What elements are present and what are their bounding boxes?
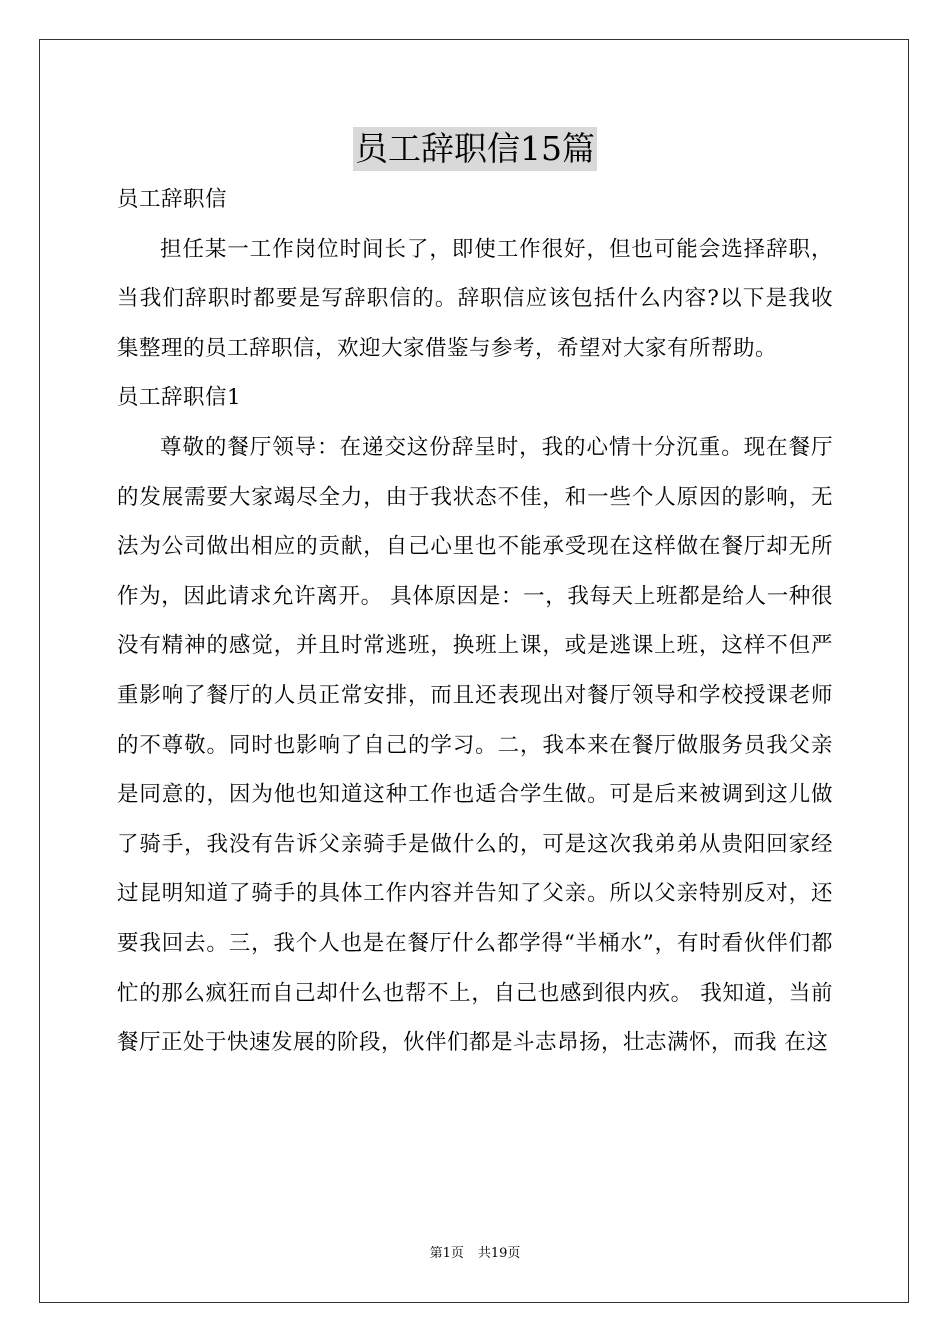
title-wrap xyxy=(117,127,833,171)
page-number-current: 第1页 xyxy=(429,1246,464,1261)
page-footer xyxy=(0,1245,950,1263)
section-heading: 员工辞职信 xyxy=(117,187,228,212)
document-body xyxy=(117,175,833,1068)
letter-paragraph: 尊敬的餐厅领导：在递交这份辞呈时，我的心情十分沉重。现在餐厅的发展需要大家竭尽全力，由于我状态不佳，和一些个人原因的影响，无法为公司做出相应的贡献，自己心里也不能承受现在这样做在餐厅却无所作为，因此请求允许离开。 具体原因是：一，我每天上班都是给人一种很没有精神的感觉，并且时常逃班，换班上课，或是逃课上班，这样不但严重影响了餐厅的人员正常安排，而且还表现出对餐厅领导和学校授课老师的不尊敬。同时也影响了自己的学习。二，我本来在餐厅做服务员我父亲是同意的，因为他也知道这种工作也适合学生做。可是后来被调到这儿做了骑手，我没有告诉父亲骑手是做什么的，可是这次我弟弟从贵阳回家经过昆明知道了骑手的具体工作内容并告知了父亲。所以父亲特别反对，还要我回去。三，我个人也是在餐厅什么都学得“半桶水”，有时看伙伴们都忙的那么疯狂而自己却什么也帮不上，自己也感到很内疚。 我知道，当前餐厅正处于快速发展的阶段，伙伴们都是斗志昂扬，壮志满怀，而我 在这 xyxy=(117,434,833,1056)
intro-paragraph: 担任某一工作岗位时间长了，即使工作很好，但也可能会选择辞职，当我们辞职时都要是写辞职信的。辞职信应该包括什么内容?以下是我收集整理的员工辞职信，欢迎大家借鉴与参考，希望对大家有所帮助。 xyxy=(117,236,833,361)
document-title: 员工辞职信15篇 xyxy=(353,127,597,171)
section-heading: 员工辞职信1 xyxy=(117,385,242,411)
page-number-total: 共19页 xyxy=(477,1246,521,1261)
